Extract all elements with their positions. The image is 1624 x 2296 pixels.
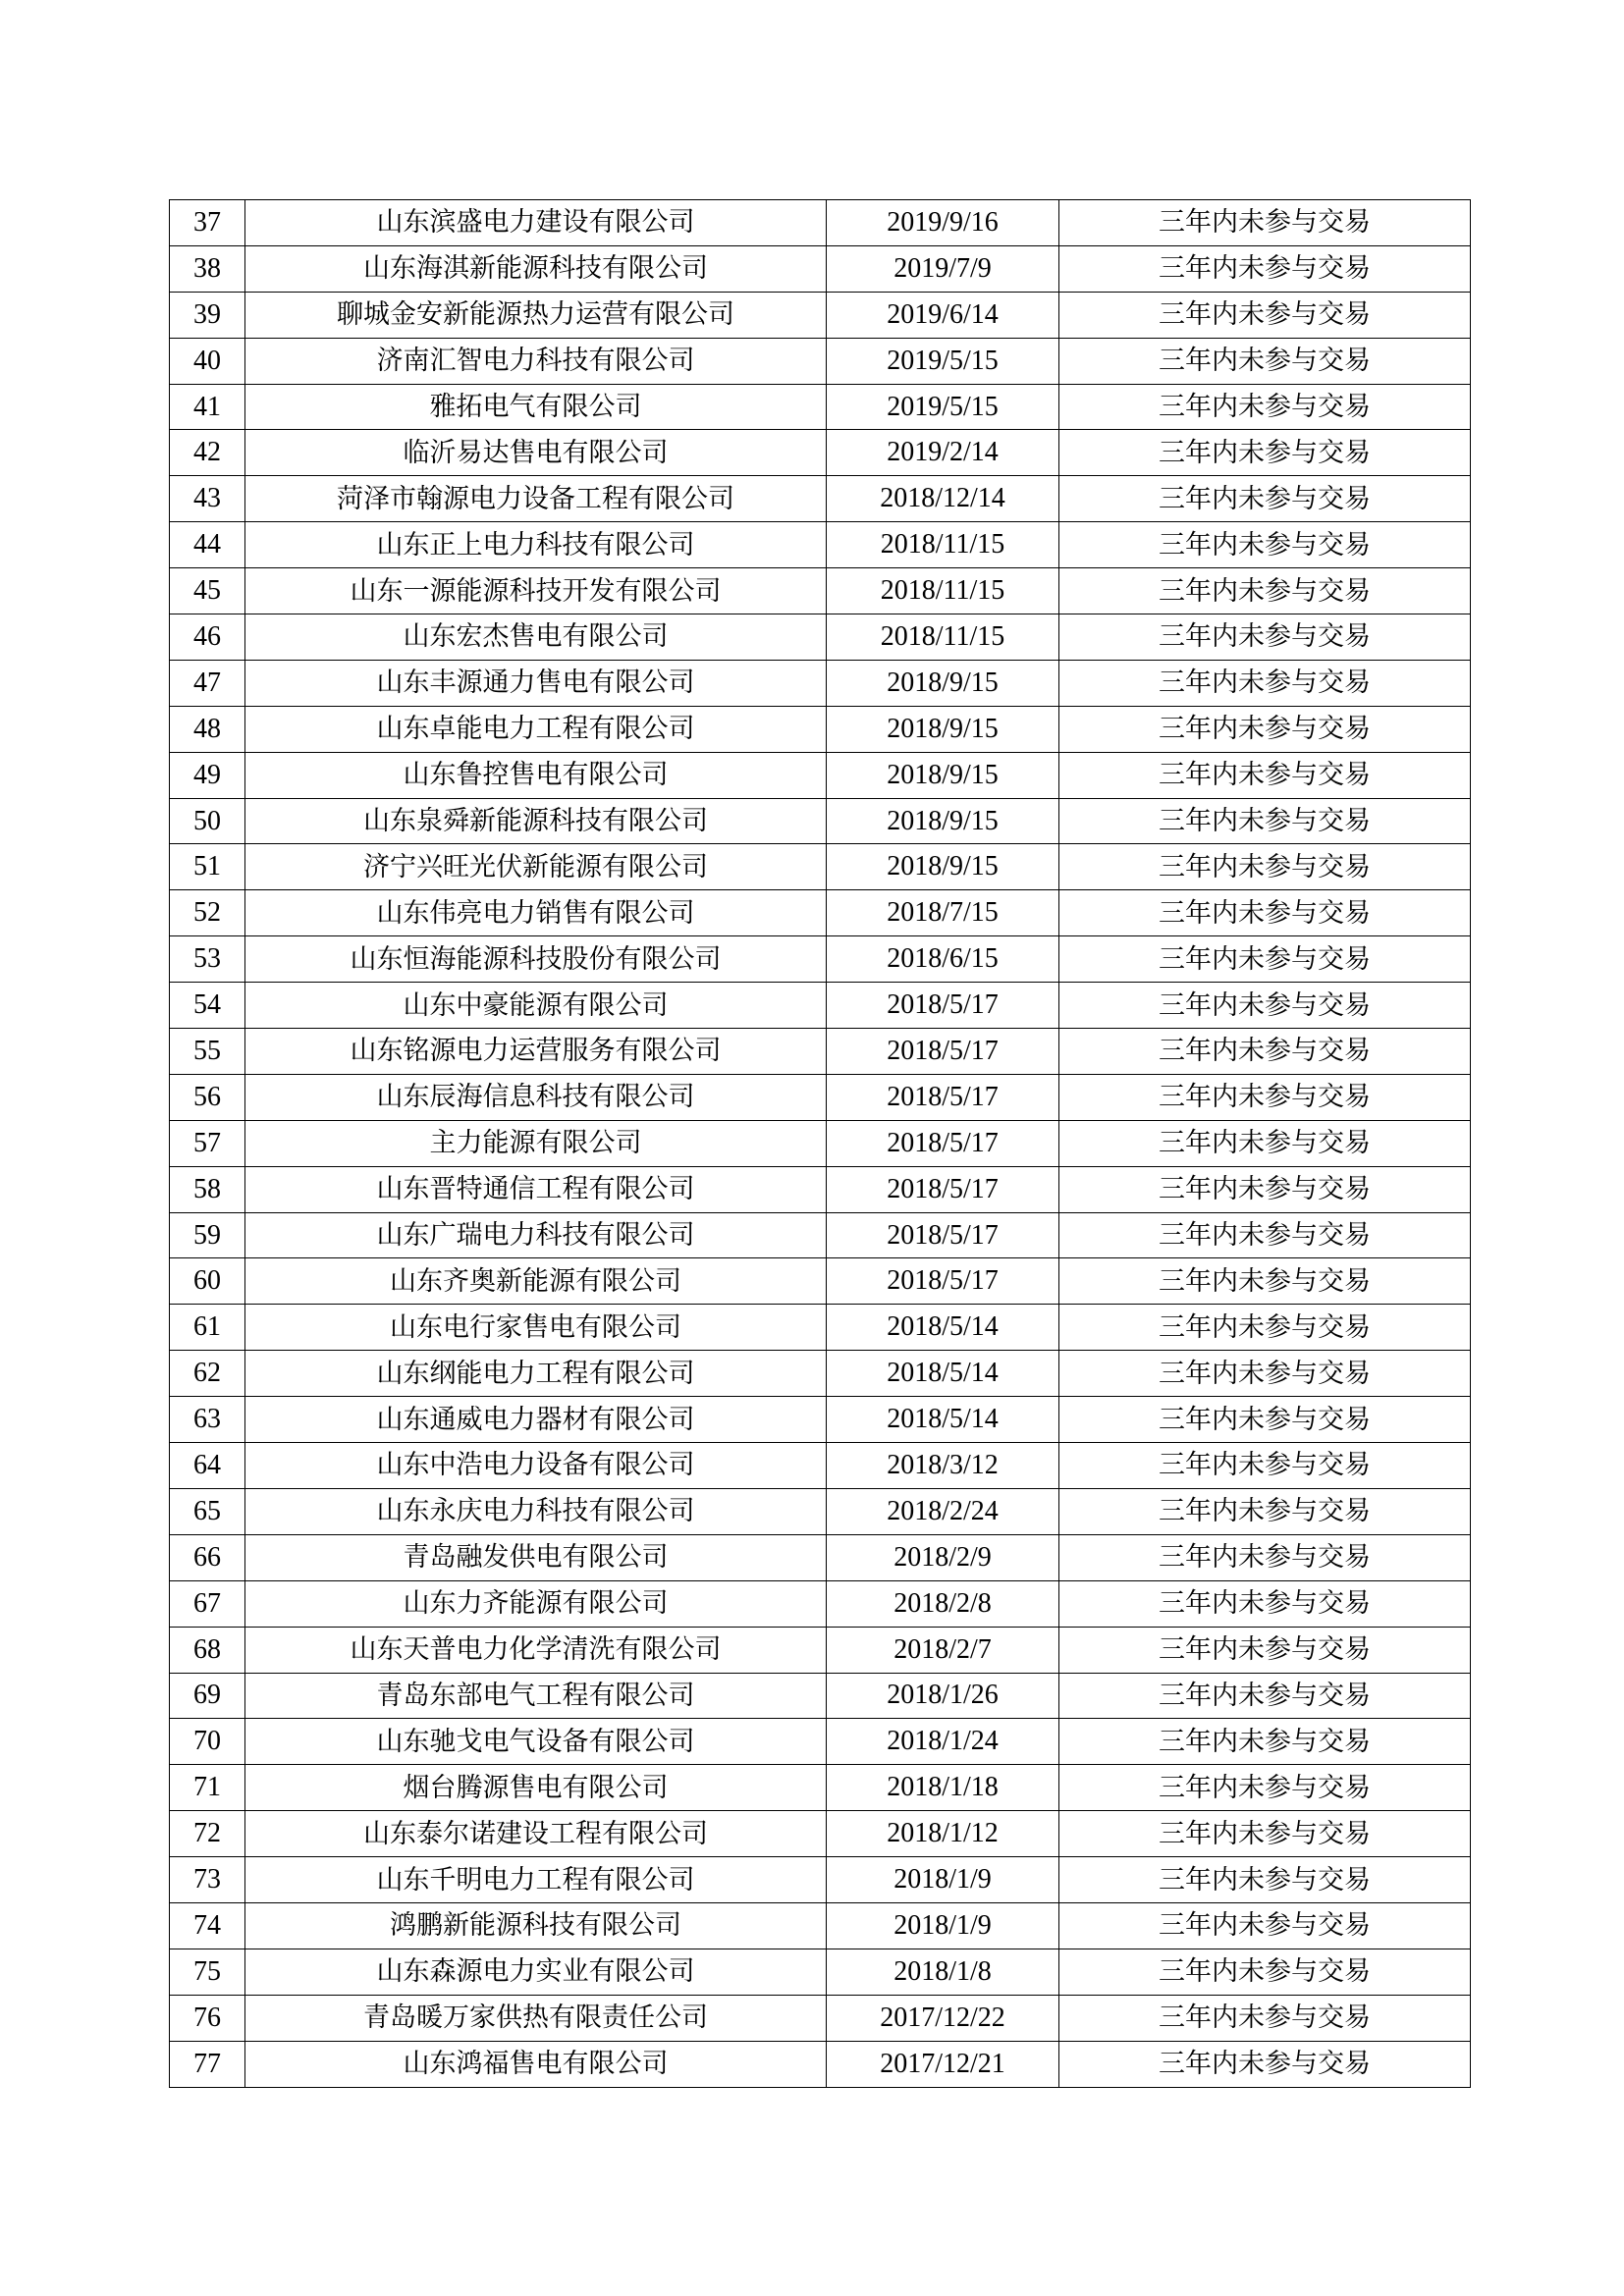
company-name-cell: 青岛暖万家供热有限责任公司 bbox=[245, 1995, 827, 2041]
row-number-cell: 60 bbox=[170, 1258, 245, 1305]
date-cell: 2018/1/24 bbox=[827, 1719, 1059, 1765]
status-cell: 三年内未参与交易 bbox=[1059, 1627, 1471, 1673]
company-name-cell: 青岛东部电气工程有限公司 bbox=[245, 1673, 827, 1719]
company-name-cell: 山东森源电力实业有限公司 bbox=[245, 1949, 827, 1995]
status-cell: 三年内未参与交易 bbox=[1059, 1949, 1471, 1995]
row-number-cell: 68 bbox=[170, 1627, 245, 1673]
table-row bbox=[170, 568, 1471, 614]
company-name-cell: 山东纲能电力工程有限公司 bbox=[245, 1351, 827, 1397]
row-number-cell: 55 bbox=[170, 1029, 245, 1075]
company-name-cell: 山东永庆电力科技有限公司 bbox=[245, 1488, 827, 1534]
company-name-cell: 山东驰戈电气设备有限公司 bbox=[245, 1719, 827, 1765]
company-name-cell: 山东力齐能源有限公司 bbox=[245, 1580, 827, 1627]
table-row bbox=[170, 752, 1471, 798]
table-row bbox=[170, 476, 1471, 522]
row-number-cell: 52 bbox=[170, 890, 245, 936]
company-name-cell: 济南汇智电力科技有限公司 bbox=[245, 338, 827, 384]
company-name-cell: 山东一源能源科技开发有限公司 bbox=[245, 568, 827, 614]
row-number-cell: 39 bbox=[170, 292, 245, 338]
date-cell: 2018/2/7 bbox=[827, 1627, 1059, 1673]
table-row bbox=[170, 1811, 1471, 1857]
row-number-cell: 65 bbox=[170, 1488, 245, 1534]
row-number-cell: 50 bbox=[170, 798, 245, 844]
row-number-cell: 43 bbox=[170, 476, 245, 522]
table-row bbox=[170, 706, 1471, 752]
status-cell: 三年内未参与交易 bbox=[1059, 384, 1471, 430]
table-row bbox=[170, 890, 1471, 936]
company-name-cell: 山东伟亮电力销售有限公司 bbox=[245, 890, 827, 936]
date-cell: 2018/2/9 bbox=[827, 1534, 1059, 1580]
table-row bbox=[170, 1258, 1471, 1305]
table-row bbox=[170, 1627, 1471, 1673]
status-cell: 三年内未参与交易 bbox=[1059, 1673, 1471, 1719]
company-name-cell: 山东千明电力工程有限公司 bbox=[245, 1857, 827, 1903]
date-cell: 2017/12/22 bbox=[827, 1995, 1059, 2041]
row-number-cell: 48 bbox=[170, 706, 245, 752]
row-number-cell: 49 bbox=[170, 752, 245, 798]
status-cell: 三年内未参与交易 bbox=[1059, 1074, 1471, 1120]
company-name-cell: 鸿鹏新能源科技有限公司 bbox=[245, 1902, 827, 1949]
row-number-cell: 53 bbox=[170, 936, 245, 983]
date-cell: 2018/1/9 bbox=[827, 1902, 1059, 1949]
table-row bbox=[170, 1397, 1471, 1443]
date-cell: 2018/9/15 bbox=[827, 798, 1059, 844]
company-name-cell: 山东铭源电力运营服务有限公司 bbox=[245, 1029, 827, 1075]
company-name-cell: 菏泽市翰源电力设备工程有限公司 bbox=[245, 476, 827, 522]
table-row bbox=[170, 245, 1471, 292]
row-number-cell: 38 bbox=[170, 245, 245, 292]
row-number-cell: 59 bbox=[170, 1212, 245, 1258]
row-number-cell: 37 bbox=[170, 200, 245, 246]
date-cell: 2018/11/15 bbox=[827, 568, 1059, 614]
company-name-cell: 烟台腾源售电有限公司 bbox=[245, 1765, 827, 1811]
date-cell: 2019/5/15 bbox=[827, 338, 1059, 384]
company-name-cell: 临沂易达售电有限公司 bbox=[245, 430, 827, 476]
row-number-cell: 69 bbox=[170, 1673, 245, 1719]
company-name-cell: 山东天普电力化学清洗有限公司 bbox=[245, 1627, 827, 1673]
date-cell: 2018/9/15 bbox=[827, 660, 1059, 706]
table-body bbox=[170, 200, 1471, 2088]
status-cell: 三年内未参与交易 bbox=[1059, 292, 1471, 338]
table-row bbox=[170, 1029, 1471, 1075]
date-cell: 2019/2/14 bbox=[827, 430, 1059, 476]
status-cell: 三年内未参与交易 bbox=[1059, 1397, 1471, 1443]
date-cell: 2019/5/15 bbox=[827, 384, 1059, 430]
table-row bbox=[170, 200, 1471, 246]
status-cell: 三年内未参与交易 bbox=[1059, 1305, 1471, 1351]
row-number-cell: 77 bbox=[170, 2041, 245, 2087]
table-row bbox=[170, 936, 1471, 983]
row-number-cell: 57 bbox=[170, 1120, 245, 1166]
company-name-cell: 聊城金安新能源热力运营有限公司 bbox=[245, 292, 827, 338]
table-row bbox=[170, 1212, 1471, 1258]
row-number-cell: 76 bbox=[170, 1995, 245, 2041]
row-number-cell: 75 bbox=[170, 1949, 245, 1995]
company-name-cell: 山东中浩电力设备有限公司 bbox=[245, 1443, 827, 1489]
date-cell: 2018/9/15 bbox=[827, 706, 1059, 752]
status-cell: 三年内未参与交易 bbox=[1059, 1166, 1471, 1212]
table-row bbox=[170, 338, 1471, 384]
status-cell: 三年内未参与交易 bbox=[1059, 890, 1471, 936]
table-row bbox=[170, 1534, 1471, 1580]
company-name-cell: 山东泰尔诺建设工程有限公司 bbox=[245, 1811, 827, 1857]
table-row bbox=[170, 614, 1471, 661]
row-number-cell: 67 bbox=[170, 1580, 245, 1627]
status-cell: 三年内未参与交易 bbox=[1059, 983, 1471, 1029]
date-cell: 2018/1/18 bbox=[827, 1765, 1059, 1811]
date-cell: 2018/1/12 bbox=[827, 1811, 1059, 1857]
row-number-cell: 44 bbox=[170, 522, 245, 568]
row-number-cell: 64 bbox=[170, 1443, 245, 1489]
table-row bbox=[170, 1995, 1471, 2041]
status-cell: 三年内未参与交易 bbox=[1059, 1580, 1471, 1627]
company-name-cell: 山东海淇新能源科技有限公司 bbox=[245, 245, 827, 292]
company-name-cell: 济宁兴旺光伏新能源有限公司 bbox=[245, 844, 827, 890]
row-number-cell: 63 bbox=[170, 1397, 245, 1443]
company-name-cell: 山东通威电力器材有限公司 bbox=[245, 1397, 827, 1443]
table-row bbox=[170, 798, 1471, 844]
date-cell: 2018/5/17 bbox=[827, 1029, 1059, 1075]
date-cell: 2018/5/14 bbox=[827, 1351, 1059, 1397]
row-number-cell: 47 bbox=[170, 660, 245, 706]
date-cell: 2018/5/17 bbox=[827, 983, 1059, 1029]
table-row bbox=[170, 384, 1471, 430]
status-cell: 三年内未参与交易 bbox=[1059, 476, 1471, 522]
status-cell: 三年内未参与交易 bbox=[1059, 1443, 1471, 1489]
company-name-cell: 山东丰源通力售电有限公司 bbox=[245, 660, 827, 706]
status-cell: 三年内未参与交易 bbox=[1059, 245, 1471, 292]
table-row bbox=[170, 1719, 1471, 1765]
date-cell: 2019/9/16 bbox=[827, 200, 1059, 246]
status-cell: 三年内未参与交易 bbox=[1059, 1534, 1471, 1580]
company-name-cell: 雅拓电气有限公司 bbox=[245, 384, 827, 430]
date-cell: 2018/9/15 bbox=[827, 752, 1059, 798]
date-cell: 2018/5/14 bbox=[827, 1305, 1059, 1351]
date-cell: 2018/5/17 bbox=[827, 1074, 1059, 1120]
table-row bbox=[170, 1443, 1471, 1489]
company-name-cell: 山东晋特通信工程有限公司 bbox=[245, 1166, 827, 1212]
status-cell: 三年内未参与交易 bbox=[1059, 936, 1471, 983]
status-cell: 三年内未参与交易 bbox=[1059, 1719, 1471, 1765]
company-name-cell: 山东宏杰售电有限公司 bbox=[245, 614, 827, 661]
row-number-cell: 51 bbox=[170, 844, 245, 890]
row-number-cell: 61 bbox=[170, 1305, 245, 1351]
date-cell: 2019/7/9 bbox=[827, 245, 1059, 292]
company-name-cell: 山东中豪能源有限公司 bbox=[245, 983, 827, 1029]
table-row bbox=[170, 1488, 1471, 1534]
date-cell: 2018/7/15 bbox=[827, 890, 1059, 936]
row-number-cell: 74 bbox=[170, 1902, 245, 1949]
date-cell: 2018/2/8 bbox=[827, 1580, 1059, 1627]
date-cell: 2018/5/17 bbox=[827, 1120, 1059, 1166]
company-name-cell: 主力能源有限公司 bbox=[245, 1120, 827, 1166]
table-row bbox=[170, 1351, 1471, 1397]
status-cell: 三年内未参与交易 bbox=[1059, 1902, 1471, 1949]
status-cell: 三年内未参与交易 bbox=[1059, 614, 1471, 661]
company-name-cell: 山东齐奥新能源有限公司 bbox=[245, 1258, 827, 1305]
status-cell: 三年内未参与交易 bbox=[1059, 1258, 1471, 1305]
date-cell: 2018/9/15 bbox=[827, 844, 1059, 890]
status-cell: 三年内未参与交易 bbox=[1059, 568, 1471, 614]
table-row bbox=[170, 1765, 1471, 1811]
company-name-cell: 山东鸿福售电有限公司 bbox=[245, 2041, 827, 2087]
status-cell: 三年内未参与交易 bbox=[1059, 660, 1471, 706]
date-cell: 2018/6/15 bbox=[827, 936, 1059, 983]
table-row bbox=[170, 983, 1471, 1029]
status-cell: 三年内未参与交易 bbox=[1059, 522, 1471, 568]
company-name-cell: 山东辰海信息科技有限公司 bbox=[245, 1074, 827, 1120]
company-name-cell: 青岛融发供电有限公司 bbox=[245, 1534, 827, 1580]
date-cell: 2018/11/15 bbox=[827, 614, 1059, 661]
row-number-cell: 73 bbox=[170, 1857, 245, 1903]
table-row bbox=[170, 522, 1471, 568]
status-cell: 三年内未参与交易 bbox=[1059, 1995, 1471, 2041]
date-cell: 2018/1/8 bbox=[827, 1949, 1059, 1995]
status-cell: 三年内未参与交易 bbox=[1059, 844, 1471, 890]
status-cell: 三年内未参与交易 bbox=[1059, 752, 1471, 798]
table-row bbox=[170, 1305, 1471, 1351]
row-number-cell: 41 bbox=[170, 384, 245, 430]
date-cell: 2018/5/17 bbox=[827, 1212, 1059, 1258]
row-number-cell: 54 bbox=[170, 983, 245, 1029]
date-cell: 2017/12/21 bbox=[827, 2041, 1059, 2087]
row-number-cell: 42 bbox=[170, 430, 245, 476]
company-name-cell: 山东滨盛电力建设有限公司 bbox=[245, 200, 827, 246]
date-cell: 2018/5/17 bbox=[827, 1258, 1059, 1305]
table-row bbox=[170, 292, 1471, 338]
table-row bbox=[170, 430, 1471, 476]
status-cell: 三年内未参与交易 bbox=[1059, 706, 1471, 752]
date-cell: 2018/1/26 bbox=[827, 1673, 1059, 1719]
date-cell: 2018/5/14 bbox=[827, 1397, 1059, 1443]
status-cell: 三年内未参与交易 bbox=[1059, 1029, 1471, 1075]
status-cell: 三年内未参与交易 bbox=[1059, 1811, 1471, 1857]
row-number-cell: 45 bbox=[170, 568, 245, 614]
row-number-cell: 46 bbox=[170, 614, 245, 661]
date-cell: 2018/3/12 bbox=[827, 1443, 1059, 1489]
table-row bbox=[170, 1166, 1471, 1212]
table-row bbox=[170, 1074, 1471, 1120]
company-name-cell: 山东广瑞电力科技有限公司 bbox=[245, 1212, 827, 1258]
status-cell: 三年内未参与交易 bbox=[1059, 200, 1471, 246]
table-row bbox=[170, 1857, 1471, 1903]
date-cell: 2018/1/9 bbox=[827, 1857, 1059, 1903]
company-name-cell: 山东电行家售电有限公司 bbox=[245, 1305, 827, 1351]
date-cell: 2018/11/15 bbox=[827, 522, 1059, 568]
company-record-table bbox=[169, 199, 1471, 2088]
status-cell: 三年内未参与交易 bbox=[1059, 430, 1471, 476]
row-number-cell: 62 bbox=[170, 1351, 245, 1397]
company-name-cell: 山东恒海能源科技股份有限公司 bbox=[245, 936, 827, 983]
table-row bbox=[170, 1673, 1471, 1719]
row-number-cell: 72 bbox=[170, 1811, 245, 1857]
row-number-cell: 56 bbox=[170, 1074, 245, 1120]
date-cell: 2018/2/24 bbox=[827, 1488, 1059, 1534]
table-row bbox=[170, 1902, 1471, 1949]
table-row bbox=[170, 844, 1471, 890]
status-cell: 三年内未参与交易 bbox=[1059, 1857, 1471, 1903]
status-cell: 三年内未参与交易 bbox=[1059, 1488, 1471, 1534]
status-cell: 三年内未参与交易 bbox=[1059, 338, 1471, 384]
row-number-cell: 58 bbox=[170, 1166, 245, 1212]
table-row bbox=[170, 2041, 1471, 2087]
company-name-cell: 山东卓能电力工程有限公司 bbox=[245, 706, 827, 752]
date-cell: 2019/6/14 bbox=[827, 292, 1059, 338]
status-cell: 三年内未参与交易 bbox=[1059, 1351, 1471, 1397]
row-number-cell: 40 bbox=[170, 338, 245, 384]
table-row bbox=[170, 1580, 1471, 1627]
status-cell: 三年内未参与交易 bbox=[1059, 1765, 1471, 1811]
date-cell: 2018/5/17 bbox=[827, 1166, 1059, 1212]
table-row bbox=[170, 1949, 1471, 1995]
status-cell: 三年内未参与交易 bbox=[1059, 1212, 1471, 1258]
table-row bbox=[170, 1120, 1471, 1166]
date-cell: 2018/12/14 bbox=[827, 476, 1059, 522]
company-name-cell: 山东泉舜新能源科技有限公司 bbox=[245, 798, 827, 844]
table-row bbox=[170, 660, 1471, 706]
status-cell: 三年内未参与交易 bbox=[1059, 798, 1471, 844]
row-number-cell: 66 bbox=[170, 1534, 245, 1580]
status-cell: 三年内未参与交易 bbox=[1059, 2041, 1471, 2087]
row-number-cell: 71 bbox=[170, 1765, 245, 1811]
row-number-cell: 70 bbox=[170, 1719, 245, 1765]
status-cell: 三年内未参与交易 bbox=[1059, 1120, 1471, 1166]
company-name-cell: 山东鲁控售电有限公司 bbox=[245, 752, 827, 798]
company-name-cell: 山东正上电力科技有限公司 bbox=[245, 522, 827, 568]
